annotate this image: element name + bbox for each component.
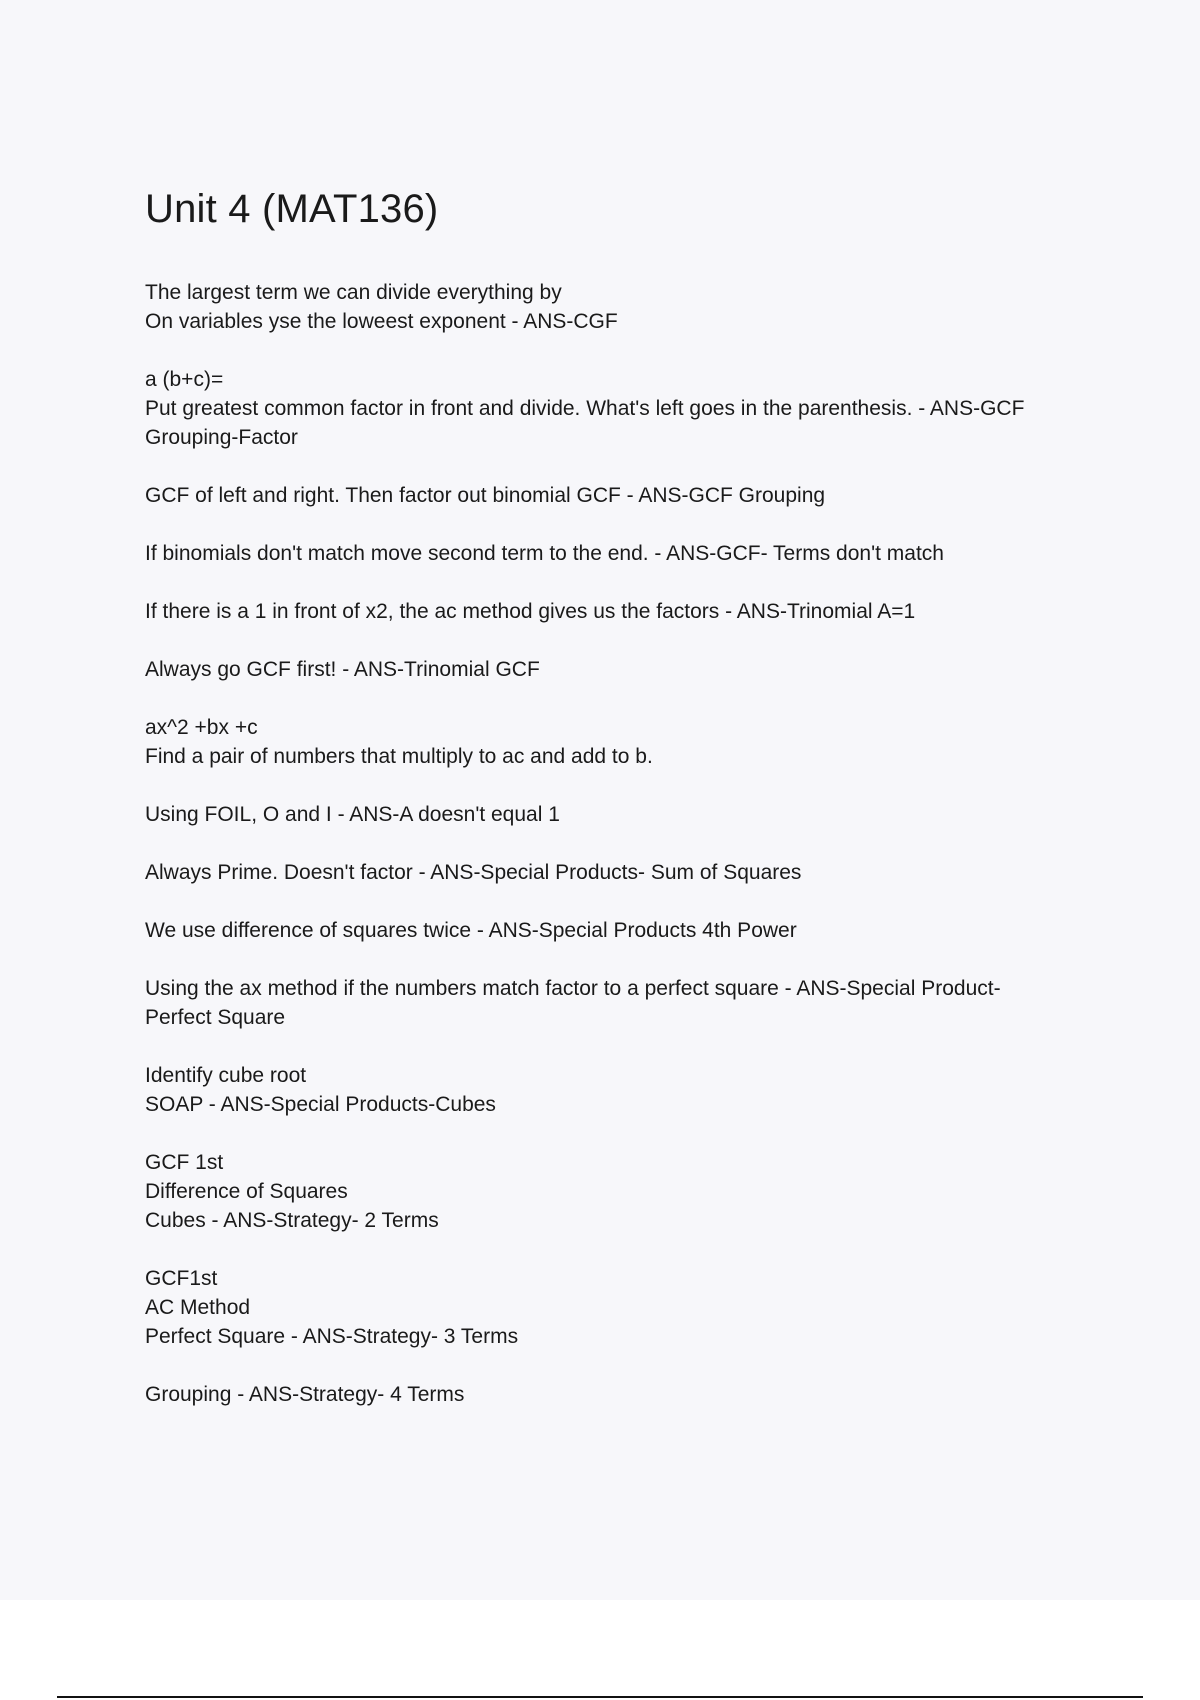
entry-line: Perfect Square — [145, 1006, 286, 1029]
entry-line: Cubes - ANS-Strategy- 2 Terms — [145, 1209, 439, 1232]
entry-line: GCF of left and right. Then factor out binomial GCF - ANS-GCF Grouping — [145, 484, 826, 507]
entry-line: The largest term we can divide everything by — [145, 281, 562, 304]
entry-line: If binomials don't match move second term to the end. - ANS-GCF- Terms don't match — [145, 542, 944, 565]
entry-line: We use difference of squares twice - ANS-Special Products 4th Power — [145, 919, 797, 942]
flashcard-entry — [145, 365, 1105, 452]
entry-line: If there is a 1 in front of x2, the ac method gives us the factors - ANS-Trinomial A=1 — [145, 600, 916, 623]
flashcard-entry — [145, 1264, 1105, 1351]
entry-line: On variables yse the loweest exponent - ANS-CGF — [145, 310, 618, 333]
flashcard-entry — [145, 481, 1105, 510]
flashcard-entry — [145, 974, 1105, 1032]
flashcard-entry — [145, 539, 1105, 568]
flashcard-entry — [145, 655, 1105, 684]
flashcard-list — [145, 278, 1105, 1438]
entry-line: GCF1st — [145, 1267, 218, 1290]
entry-line: Always Prime. Doesn't factor - ANS-Special Products- Sum of Squares — [145, 861, 802, 884]
entry-line: ax^2 +bx +c — [145, 716, 258, 739]
flashcard-entry — [145, 278, 1105, 336]
flashcard-entry — [145, 800, 1105, 829]
flashcard-entry — [145, 597, 1105, 626]
entry-line: Grouping-Factor — [145, 426, 298, 449]
entry-line: GCF 1st — [145, 1151, 224, 1174]
flashcard-entry — [145, 858, 1105, 887]
entry-line: Find a pair of numbers that multiply to ac and add to b. — [145, 745, 653, 768]
entry-line: Always go GCF first! - ANS-Trinomial GCF — [145, 658, 540, 681]
flashcard-entry — [145, 1148, 1105, 1235]
entry-line: a (b+c)= — [145, 368, 224, 391]
document-title: Unit 4 (MAT136) — [145, 187, 439, 231]
flashcard-entry — [145, 916, 1105, 945]
entry-line: Grouping - ANS-Strategy- 4 Terms — [145, 1383, 465, 1406]
entry-line: Using the ax method if the numbers match factor to a perfect square - ANS-Special Product- — [145, 977, 1001, 1000]
page-footer-rule — [57, 1696, 1143, 1698]
entry-line: Identify cube root — [145, 1064, 307, 1087]
entry-line: SOAP - ANS-Special Products-Cubes — [145, 1093, 496, 1116]
flashcard-entry — [145, 1380, 1105, 1409]
entry-line: AC Method — [145, 1296, 251, 1319]
entry-line: Put greatest common factor in front and divide. What's left goes in the parenthesis. - ANS-GCF — [145, 397, 1025, 420]
flashcard-entry — [145, 713, 1105, 771]
entry-line: Perfect Square - ANS-Strategy- 3 Terms — [145, 1325, 519, 1348]
flashcard-entry — [145, 1061, 1105, 1119]
entry-line: Difference of Squares — [145, 1180, 348, 1203]
entry-line: Using FOIL, O and I - ANS-A doesn't equal 1 — [145, 803, 560, 826]
